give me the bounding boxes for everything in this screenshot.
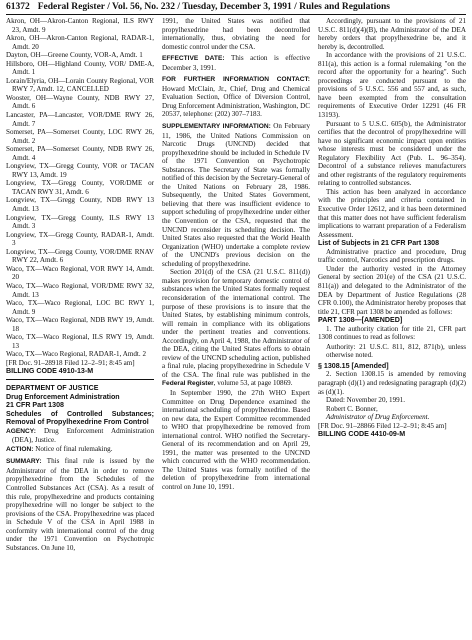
- agency-heading: Drug Enforcement Administration: [6, 392, 120, 401]
- location-item: Waco, TX—Waco Regional, NDB RWY 19, Amdt. 18: [6, 316, 154, 333]
- section-heading: § 1308.15 [Amended]: [318, 361, 389, 370]
- location-item: Akron, OH—Akron-Canton Regional, RADAR-1, Amdt. 20: [6, 34, 154, 51]
- who-committee-paragraph: In September 1990, the 27th WHO Expert Committee on Drug Dependence examined the international scheduling of propylhexedrine. Based on new data, the Expert Committee recommended to WHO that propylhexedrine be removed from international control. WHO notified the Secretary-General of its recommendation and on April 29, 1991, the matter was presented to the UNCND which concurred with the WHO recommendation. The United States was formally notified of the deletion of propylhexedrine from international control on June 10, 1991.: [162, 388, 310, 491]
- location-item: Lancaster, PA—Lancaster, VOR/DME RWY 26, Amdt. 7: [6, 111, 154, 128]
- part-heading: PART 1308—[AMENDED]: [318, 316, 403, 325]
- dated-line: Dated: November 20, 1991.: [326, 396, 405, 405]
- volume-ref: , volume 53, at page 10869.: [213, 379, 293, 388]
- location-item: Wooster, OH—Wayne County, NDB RWY 27, Amdt. 6: [6, 93, 154, 111]
- federal-register-ref: Federal Register: [162, 380, 214, 388]
- location-item: Somerset, PA—Somerset County, LOC RWY 26, Amdt. 2: [6, 128, 154, 145]
- action-label: ACTION:: [6, 445, 34, 453]
- summary-text: This final rule is issued by the Administrator of the DEA in order to remove propylhexedrine from the Schedules of the Controlled Substances Act (CSA). As a result of this rule, propylhexedrine and products containing propylhexedrine will no longer be subject to the provisions of the CSA. Propylhexedrine was placed in Schedule V of the CSA in April 1988 in conformity with international control of the drug under the 1971 Convention on Psychotropic Substances. On June 10,: [6, 457, 154, 552]
- federalism-paragraph: This action has been analyzed in accordance with the principles and criteria contained in Executive Order 12612, and it has been determined that this matter does not have sufficient federalism implications to warrant preparation of a Federalism Assessment.: [318, 187, 466, 239]
- formal-rulemaking-paragraph: In accordance with the provisions of 21 U.S.C. 811(a), this action is a formal rulemaking "on the record after the opportunity for a hearing". Such proceedings are conducted pursuant to the provisions of 5 U.S.C. 556 and 557 and, as such, have been exempted from the consultation requirements of Executive Order 12291 (46 FR 13193).: [318, 51, 466, 120]
- summary-paragraph: [6, 457, 154, 552]
- effective-date-paragraph: [162, 54, 310, 72]
- cfr-part-heading: 21 CFR Part 1308: [6, 401, 64, 410]
- list-of-subjects-text: Administrative practice and procedure, Drug traffic control, Narcotics and prescription drugs.: [318, 247, 466, 265]
- location-item: Longview, TX—Gregg County, VOR/DME RNAV RWY 22, Amdt. 6: [6, 247, 154, 265]
- authority-paragraph: Under the authority vested in the Attorney General by section 201(e) of the CSA (21 U.S.C. 811(a)) and delegated to the Administrator of the DEA by Department of Justice Regulations (28 CFR 0.100), the Administrator hereby proposes that title 21, CFR part 1308 be amended as follows:: [318, 264, 466, 316]
- location-item: Dayton, OH—Greene County, VOR-A, Amdt. 1: [6, 51, 143, 60]
- supplementary-text: On February 11, 1986, the United Nations Commission on Narcotic Drugs (UNCND) decided that propylhexedrine should be included in Schedule IV of the 1971 Convention on Psychotropic Substances. The Secretary of State was formally notified of this decision by the Secretary-General of the United Nations on February 28, 1986. Subsequently, the United States Government, believing that there was insufficient evidence to support scheduling of propylhexedrine under either the Convention or the CSA, requested that the UNCND reconsider its scheduling decision. The United States also requested that the World Health Organization (WHO) undertake a complete review of the UNCND's previous decision on the scheduling of propylhexedrine.: [162, 122, 310, 268]
- location-item: Waco, TX—Waco Regional, LOC BC RWY 1, Amdt. 9: [6, 299, 154, 316]
- location-item: Longview, TX—Gregg County, NDB RWY 13 Amdt. 13: [6, 196, 154, 214]
- section-divider: [6, 379, 154, 380]
- billing-code: BILLING CODE 4910-13-M: [6, 367, 94, 376]
- running-head: Federal Register / Vol. 56, No. 232 / Tuesday, December 3, 1991 / Rules and Regulations: [37, 2, 390, 12]
- fr-doc-line: [FR Doc. 91–28918 Filed 12–2–91; 8:45 am]: [6, 358, 135, 367]
- text-columns: [6, 17, 466, 640]
- subject-heading: Schedules of Controlled Substances; Removal of Propylhexedrine From Control: [6, 409, 154, 427]
- agency-label: AGENCY:: [6, 427, 36, 435]
- action-text: Notice of final rulemaking.: [35, 444, 113, 453]
- signer-title: Administrator of Drug Enforcement.: [326, 413, 430, 422]
- authority-citation: Authority: 21 U.S.C. 811, 812, 871(b), unless otherwise noted.: [326, 342, 466, 360]
- page-header: [6, 2, 466, 15]
- supplementary-paragraph: [162, 122, 310, 268]
- regulatory-flexibility-paragraph: Pursuant to 5 U.S.C. 605(b), the Administrator certifies that the decontrol of propylhexedrine will have no significant economic impact upon entities whose interests must be considered under the Regulatory Flexibility Act (Pub. L. 96–354). Decontrol of a substance relieves manufacturers and other registrants of the regulatory requirements relating to controlled substances.: [318, 119, 466, 188]
- location-item: Waco, TX—Waco Regional, VOR/DME RWY 32, Amdt. 13: [6, 281, 154, 299]
- location-item: Akron, OH—Akron-Canton Regional, ILS RWY 23, Amdt. 9: [6, 17, 154, 34]
- agency-text: Drug Enforcement Administration (DEA), Justice.: [12, 426, 154, 445]
- column-3: [318, 17, 466, 640]
- location-item: Waco, TX—Waco Regional, RADAR-1, Amdt. 2: [6, 350, 146, 359]
- location-item: Longview, TX—Gregg County, VOR/DME or TACAN RWY 31, Amdt. 6: [6, 179, 154, 196]
- decontrol-order-paragraph: Accordingly, pursuant to the provisions of 21 U.S.C. 811(d)(4)(B), the Administrator of the DEA hereby orders that propylhexedrine be, and it hereby is, decontrolled.: [318, 17, 466, 51]
- section-201d-text: Section 201(d) of the CSA (21 U.S.C. 811(d)) makes provision for temporary domestic control of substances when the United States formally request reconsideration of the international control. The purpose of these provisions is to insure that the United States, by establishing minimum controls, will remain in compliance with its obligations under the pertinent treaties and conventions. Accordingly, on April 4, 1988, the Administrator of the DEA, citing the United States efforts to obtain review of the UNCND scheduling action, published a final rule, placing propylhexedrine in Schedule V of the CSA. The final rule was published in the: [162, 268, 310, 379]
- signer-name: Robert C. Bonner,: [326, 404, 378, 413]
- item-1: 1. The authority citation for title 21, CFR part 1308 continues to read as follows:: [318, 324, 466, 342]
- location-item: Waco, TX—Waco Regional, ILS RWY 19, Amdt. 13: [6, 333, 154, 350]
- summary-label: SUMMARY:: [6, 458, 42, 466]
- supplementary-label: SUPPLEMENTARY INFORMATION:: [162, 123, 271, 131]
- location-list: [6, 17, 154, 359]
- item-2: 2. Section 1308.15 is amended by removing paragraph (d)(1) and redesignating paragraph (d)(2) as (d)(1).: [318, 370, 466, 396]
- page-number: 61372: [6, 2, 30, 12]
- summary-continuation: 1991, the United States was notified that propylhexedrine had been decontrolled internationally, thus, obviating the need for domestic control under the CSA.: [162, 17, 310, 51]
- contact-text: Howard McClain, Jr., Chief, Drug and Chemical Evaluation Section, Office of Diversion Control, Drug Enforcement Administration, Washington, DC 20537, telephone: (202) 307–7183.: [162, 84, 310, 119]
- department-heading: DEPARTMENT OF JUSTICE: [6, 383, 99, 392]
- location-item: Longview, TX—Gregg County, ILS RWY 13 Amdt. 3: [6, 213, 154, 231]
- location-item: Hillsboro, OH—Highland County, VOR/ DME-A, Amdt. 1: [6, 59, 154, 77]
- section-201d-paragraph: [162, 268, 310, 389]
- column-1: [6, 17, 154, 640]
- agency-paragraph: [6, 427, 154, 445]
- effective-date-label: EFFECTIVE DATE:: [162, 55, 225, 63]
- fr-doc-line-2: [FR Doc. 91–28866 Filed 12–2–91; 8:45 am]: [318, 421, 447, 430]
- contact-label: FOR FURTHER INFORMATION CONTACT:: [162, 76, 310, 84]
- action-paragraph: [6, 445, 154, 455]
- contact-paragraph: [162, 75, 310, 119]
- column-2: [162, 17, 310, 640]
- list-of-subjects-heading: List of Subjects in 21 CFR Part 1308: [318, 239, 440, 248]
- location-item: Somerset, PA—Somerset County, NDB RWY 26, Amdt. 4: [6, 145, 154, 162]
- billing-code-2: BILLING CODE 4410-09-M: [318, 430, 406, 439]
- location-item: Longview, TX—Gregg County, RADAR-1, Amdt. 3: [6, 230, 154, 248]
- location-item: Lorain/Elyria, OH—Lorain County Regional, VOR RWY 7, Amdt. 12, CANCELLED: [6, 76, 154, 94]
- location-item: Waco, TX—Waco Regional, VOR RWY 14, Amdt. 20: [6, 264, 154, 282]
- effective-date-text: This action is effective December 3, 1991.: [162, 54, 310, 72]
- location-item: Longview, TX—Gregg County, VOR or TACAN RWY 13, Amdt. 19: [6, 162, 154, 179]
